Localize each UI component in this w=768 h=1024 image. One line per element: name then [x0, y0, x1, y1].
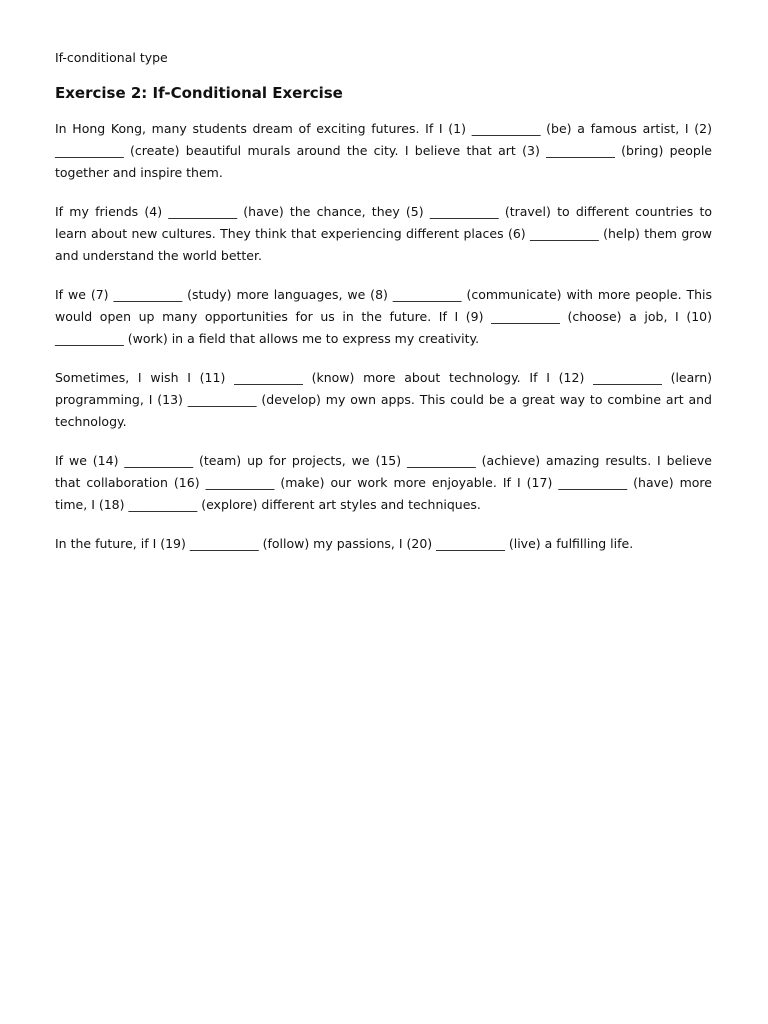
- document-body: [55, 48, 712, 572]
- paragraph-3: If we (7) ___________ (study) more languages, we (8) ___________ (communicate) with more people. This would open up many opportunities for us in the future. If I (9) ___________ (choose) a job, I (10) ___________ (work) in a field that allows me to express my creativity.: [55, 287, 712, 346]
- document-header-label: If-conditional type: [55, 50, 168, 65]
- exercise-title: Exercise 2: If-Conditional Exercise: [55, 84, 343, 102]
- paragraph-4: Sometimes, I wish I (11) ___________ (know) more about technology. If I (12) ___________ (learn) programming, I (13) ___________ (develop) my own apps. This could be a great way to combine art and technology.: [55, 370, 712, 429]
- paragraph-6: In the future, if I (19) ___________ (follow) my passions, I (20) ___________ (live) a fulfilling life.: [55, 536, 634, 551]
- paragraph-5: If we (14) ___________ (team) up for projects, we (15) ___________ (achieve) amazing results. I believe that collaboration (16) ___________ (make) our work more enjoyable. If I (17) ___________ (have) more time, I (18) ___________ (explore) different art styles and techniques.: [55, 453, 712, 512]
- paragraph-2: If my friends (4) ___________ (have) the chance, they (5) ___________ (travel) to different countries to learn about new cultures. They think that experiencing different places (6) ___________ (help) them grow and understand the world better.: [55, 204, 712, 263]
- paragraph-1: In Hong Kong, many students dream of exciting futures. If I (1) ___________ (be) a famous artist, I (2) ___________ (create) beautiful murals around the city. I believe that art (3) ___________ (bring) people together and inspire them.: [55, 121, 712, 180]
